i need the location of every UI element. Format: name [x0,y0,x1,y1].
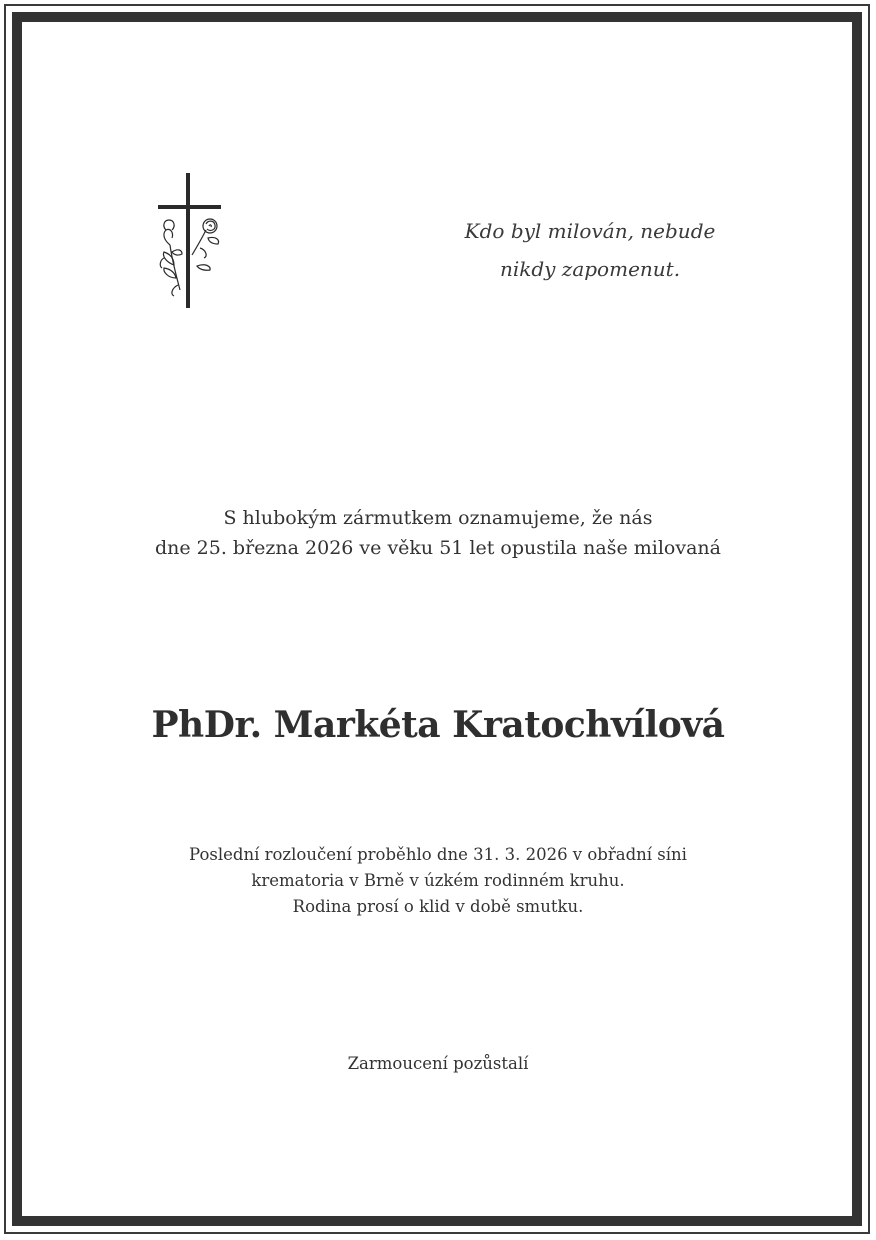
deceased-name: PhDr. Markéta Kratochvílová [151,704,725,746]
farewell-line: krematoria v Brně v úzkém rodinném kruhu. [251,871,625,890]
farewell-line: Rodina prosí o klid v době smutku. [292,897,584,916]
motto-line: Kdo byl milován, nebude [464,219,716,243]
mourning-border [12,12,862,1226]
signature-text: Zarmoucení pozůstalí [347,1054,529,1073]
announcement-text [0,503,876,563]
announcement-line: S hlubokým zármutkem oznamujeme, že nás [223,507,653,529]
announcement-line: dne 25. března 2026 ve věku 51 let opustila naše milovaná [154,537,721,559]
motto-quote [440,212,740,288]
farewell-line: Poslední rozloučení proběhlo dne 31. 3. 2026 v obřadní síni [189,845,687,864]
farewell-text [0,842,876,920]
motto-line: nikdy zapomenut. [499,257,681,281]
cross-with-roses-icon [150,170,230,310]
